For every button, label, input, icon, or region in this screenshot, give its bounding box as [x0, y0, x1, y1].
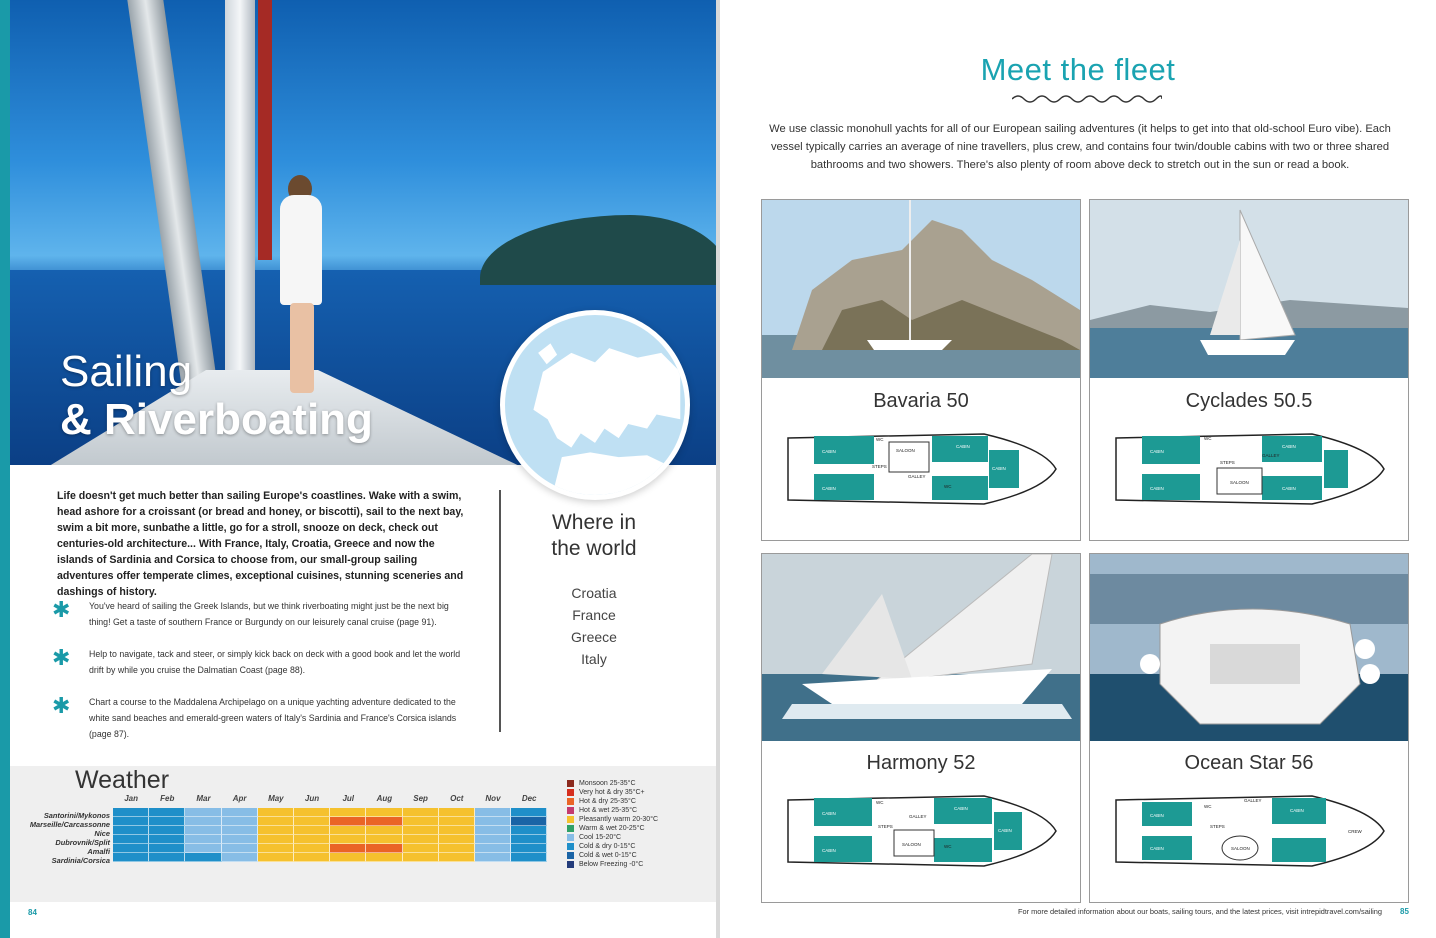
svg-text:STEPS: STEPS	[872, 464, 887, 469]
svg-text:CABIN: CABIN	[1150, 449, 1164, 454]
svg-text:WC: WC	[1204, 436, 1212, 441]
island	[480, 215, 716, 285]
weather-cell	[149, 817, 185, 826]
weather-cell	[149, 844, 185, 853]
weather-cell	[403, 853, 439, 862]
legend-label: Cold & dry 0-15°C	[579, 843, 636, 850]
legend-label: Pleasantly warm 20-30°C	[579, 816, 659, 823]
country-item: Greece	[571, 629, 617, 645]
deck-plan	[784, 790, 1060, 872]
weather-cell	[113, 853, 149, 862]
title-line-1: Sailing	[60, 347, 193, 396]
weather-cell	[222, 817, 258, 826]
weather-cell	[222, 844, 258, 853]
svg-text:SALOON: SALOON	[902, 842, 921, 847]
weather-cell	[475, 808, 511, 817]
weather-row	[113, 808, 548, 817]
weather-cell	[475, 817, 511, 826]
legend-swatch	[567, 816, 574, 823]
svg-text:CABIN: CABIN	[1282, 444, 1296, 449]
svg-text:GALLEY: GALLEY	[908, 474, 926, 479]
month-label: Jul	[342, 794, 354, 803]
svg-text:STEPS: STEPS	[878, 824, 893, 829]
legend-swatch	[567, 834, 574, 841]
place-label: Sardinia/Corsica	[51, 856, 110, 865]
weather-cell	[511, 808, 547, 817]
weather-cell	[475, 844, 511, 853]
wave-divider	[1012, 92, 1162, 106]
weather-cell	[366, 835, 402, 844]
fleet-description: We use classic monohull yachts for all of our European sailing adventures (it helps to get into that old-school Euro vibe). Each vessel typically carries an average of nine travellers, plus crew, and contains four twin/double cabins with two or three shared bathrooms and two showers. There's also plenty of room above deck to stretch out in the sun or read a book.	[769, 123, 1391, 171]
weather-cell	[511, 844, 547, 853]
weather-cell	[403, 835, 439, 844]
left-page	[0, 0, 716, 938]
weather-cell	[185, 808, 221, 817]
weather-cell	[294, 853, 330, 862]
where-title-1: Where in	[551, 511, 637, 534]
weather-cell	[439, 808, 475, 817]
weather-cell	[294, 844, 330, 853]
where-title-2: the world	[551, 537, 637, 560]
country-item: France	[572, 607, 616, 623]
weather-cell	[294, 808, 330, 817]
weather-cell	[258, 835, 294, 844]
weather-cell	[113, 808, 149, 817]
country-item: Italy	[581, 651, 607, 667]
weather-cell	[149, 808, 185, 817]
svg-text:WC: WC	[944, 484, 952, 489]
legend-item	[567, 833, 707, 842]
svg-text:GALLEY: GALLEY	[909, 814, 927, 819]
place-label: Dubrovnik/Split	[55, 838, 110, 847]
month-label: Oct	[450, 794, 464, 803]
svg-text:WC: WC	[944, 844, 952, 849]
month-label: Nov	[485, 794, 501, 803]
svg-text:CABIN: CABIN	[992, 466, 1006, 471]
page-number: 85	[1400, 907, 1409, 916]
weather-cell	[366, 826, 402, 835]
boat-card-cyclades	[1089, 199, 1409, 541]
legend-label: Cool 15-20°C	[579, 834, 622, 841]
weather-cell	[113, 826, 149, 835]
svg-text:CREW: CREW	[1348, 829, 1362, 834]
legend-swatch	[567, 861, 574, 868]
weather-cell	[366, 817, 402, 826]
weather-cell	[222, 808, 258, 817]
weather-cell	[149, 826, 185, 835]
boat-name: Ocean Star 56	[1184, 752, 1314, 774]
weather-cell	[330, 808, 366, 817]
svg-text:CABIN: CABIN	[1150, 486, 1164, 491]
svg-text:WC: WC	[876, 800, 884, 805]
weather-grid	[113, 808, 548, 868]
svg-text:CABIN: CABIN	[822, 486, 836, 491]
svg-text:GALLEY: GALLEY	[1262, 453, 1280, 458]
weather-cell	[258, 808, 294, 817]
svg-text:CABIN: CABIN	[822, 848, 836, 853]
fleet-title: Meet the fleet	[980, 52, 1176, 87]
weather-cell	[330, 853, 366, 862]
highlights-list	[52, 598, 472, 758]
deck-plan	[1112, 790, 1388, 872]
legend-label: Warm & wet 20-25°C	[579, 825, 645, 832]
legend-label: Hot & dry 25-35°C	[579, 798, 636, 805]
legend-item	[567, 779, 707, 788]
weather-cell	[185, 835, 221, 844]
weather-cell	[366, 808, 402, 817]
boat-photo	[762, 554, 1080, 741]
place-label: Amalfi	[87, 847, 110, 856]
legend-swatch	[567, 789, 574, 796]
svg-text:CABIN: CABIN	[1150, 813, 1164, 818]
weather-cell	[366, 853, 402, 862]
weather-cell	[294, 835, 330, 844]
svg-text:SALOON: SALOON	[1230, 480, 1249, 485]
weather-cell	[113, 835, 149, 844]
weather-cell	[294, 817, 330, 826]
weather-cell	[330, 844, 366, 853]
boat-card-ocean-star	[1089, 553, 1409, 903]
svg-text:SALOON: SALOON	[1231, 846, 1250, 851]
legend-label: Hot & wet 25-35°C	[579, 807, 638, 814]
legend-item	[567, 860, 707, 869]
weather-cell	[113, 817, 149, 826]
country-item: Croatia	[571, 585, 617, 601]
weather-cell	[258, 817, 294, 826]
title-line-2: & Riverboating	[60, 395, 373, 444]
weather-cell	[511, 835, 547, 844]
weather-cell	[330, 835, 366, 844]
weather-cell	[222, 826, 258, 835]
teal-edge-strip	[0, 0, 10, 938]
weather-cell	[222, 835, 258, 844]
weather-cell	[439, 844, 475, 853]
country-list	[520, 582, 668, 670]
right-page	[720, 0, 1436, 938]
weather-cell	[222, 853, 258, 862]
highlight-item: ✱ Chart a course to the Maddalena Archipelago on a unique yachting adventure dedicated to the white sand beaches and emerald-green waters of Italy's Sardinia and France's Corsica islands (page 87).	[52, 693, 457, 739]
weather-cell	[185, 826, 221, 835]
weather-cell	[439, 835, 475, 844]
where-in-the-world	[520, 510, 668, 670]
boat-photo	[1090, 554, 1408, 741]
page-title	[60, 348, 373, 444]
legend-label: Cold & wet 0-15°C	[579, 852, 637, 859]
svg-text:WC: WC	[1204, 804, 1212, 809]
month-label: Dec	[521, 794, 537, 803]
weather-cell	[403, 817, 439, 826]
weather-cell	[475, 835, 511, 844]
weather-cell	[330, 826, 366, 835]
weather-cell	[475, 853, 511, 862]
weather-cell	[149, 853, 185, 862]
starfish-icon: ✱	[52, 597, 71, 622]
boat-card-harmony	[761, 553, 1081, 903]
weather-row	[113, 835, 548, 844]
place-label: Santorini/Mykonos	[43, 811, 110, 820]
highlight-item: ✱ You've heard of sailing the Greek Islands, but we think riverboating might just be the next big thing! Get a taste of southern France or Burgundy on our leisurely canal cruise (page 91).	[52, 597, 449, 627]
svg-text:CABIN: CABIN	[1150, 846, 1164, 851]
month-label: Jun	[304, 794, 320, 803]
svg-text:CABIN: CABIN	[1282, 486, 1296, 491]
svg-text:CABIN: CABIN	[998, 828, 1012, 833]
legend-item	[567, 851, 707, 860]
weather-cell	[185, 817, 221, 826]
legend-swatch	[567, 807, 574, 814]
page-number: 84	[28, 908, 37, 917]
weather-cell	[366, 844, 402, 853]
legend-label: Monsoon 25-35°C	[579, 780, 636, 787]
svg-text:CABIN: CABIN	[1290, 808, 1304, 813]
legend-swatch	[567, 843, 574, 850]
highlight-item: ✱ Help to navigate, tack and steer, or simply kick back on deck with a good book and let the world drift by while you cruise the Dalmatian Coast (page 88).	[52, 645, 461, 675]
legend-swatch	[567, 780, 574, 787]
weather-cell	[403, 826, 439, 835]
weather-cell	[149, 835, 185, 844]
weather-row	[113, 844, 548, 853]
starfish-icon: ✱	[52, 645, 71, 670]
svg-text:CABIN: CABIN	[822, 811, 836, 816]
boat-card-bavaria	[761, 199, 1081, 541]
boat-name: Harmony 52	[866, 752, 976, 774]
weather-cell	[258, 826, 294, 835]
month-label: Jan	[124, 794, 138, 803]
weather-cell	[403, 844, 439, 853]
legend-item	[567, 842, 707, 851]
legend-swatch	[567, 798, 574, 805]
month-label: Mar	[196, 794, 211, 803]
legend-item	[567, 806, 707, 815]
svg-text:GALLEY: GALLEY	[1244, 798, 1262, 803]
svg-text:CABIN: CABIN	[822, 449, 836, 454]
weather-title: Weather	[75, 766, 170, 794]
europe-globe-map	[500, 310, 690, 500]
boat-photo	[1090, 200, 1408, 378]
weather-cell	[439, 853, 475, 862]
legend-item	[567, 824, 707, 833]
month-label: Aug	[376, 794, 393, 803]
weather-cell	[475, 826, 511, 835]
weather-cell	[294, 826, 330, 835]
weather-cell	[185, 853, 221, 862]
boat-name: Cyclades 50.5	[1185, 390, 1313, 412]
weather-cell	[258, 853, 294, 862]
weather-cell	[511, 853, 547, 862]
weather-cell	[439, 817, 475, 826]
weather-panel	[10, 766, 716, 902]
place-labels	[18, 811, 110, 865]
weather-cell	[330, 817, 366, 826]
month-label: Sep	[413, 794, 428, 803]
footer-note: For more detailed information about our boats, sailing tours, and the latest prices, visit intrepidtravel.com/sailing	[1018, 907, 1382, 916]
month-header	[113, 794, 547, 803]
legend-swatch	[567, 852, 574, 859]
weather-legend	[567, 779, 707, 869]
place-label: Nice	[94, 829, 110, 838]
legend-swatch	[567, 825, 574, 832]
svg-text:CABIN: CABIN	[954, 806, 968, 811]
boat-photo	[762, 200, 1080, 378]
deck-plan	[1112, 428, 1388, 510]
weather-cell	[403, 808, 439, 817]
month-label: May	[268, 794, 284, 803]
boat-name: Bavaria 50	[873, 390, 969, 412]
weather-cell	[113, 844, 149, 853]
weather-row	[113, 826, 548, 835]
weather-cell	[185, 844, 221, 853]
weather-cell	[439, 826, 475, 835]
legend-label: Very hot & dry 35°C+	[579, 789, 645, 796]
weather-row	[113, 853, 548, 862]
month-label: Feb	[160, 794, 175, 803]
month-label: Apr	[232, 794, 247, 803]
legend-item	[567, 815, 707, 824]
svg-text:SALOON: SALOON	[896, 448, 915, 453]
weather-cell	[511, 817, 547, 826]
legend-item	[567, 797, 707, 806]
legend-label: Below Freezing -0°C	[579, 861, 644, 868]
weather-row	[113, 817, 548, 826]
svg-text:WC: WC	[876, 437, 884, 442]
place-label: Marseille/Carcassonne	[29, 820, 110, 829]
furled-sail	[258, 0, 272, 260]
starfish-icon: ✱	[52, 693, 71, 718]
intro-paragraph: Life doesn't get much better than sailing Europe's coastlines. Wake with a swim, head ashore for a croissant (or bread and honey, or biscotti), sail to the next bay, swim a bit more, sunbathe a little, go for a stroll, snooze on deck, check out centuries-old architecture... With France, Italy, Croatia, Greece and now the islands of Sardinia and Corsica to choose from, our small-group sailing adventures offer temperate climes, exceptional cuisines, stunning sceneries and dashings of history.	[57, 490, 464, 598]
deck-plan	[784, 428, 1060, 510]
weather-cell	[258, 844, 294, 853]
weather-cell	[511, 826, 547, 835]
legend-item	[567, 788, 707, 797]
svg-text:STEPS: STEPS	[1220, 460, 1235, 465]
svg-text:STEPS: STEPS	[1210, 824, 1225, 829]
svg-text:CABIN: CABIN	[956, 444, 970, 449]
divider	[499, 490, 501, 732]
